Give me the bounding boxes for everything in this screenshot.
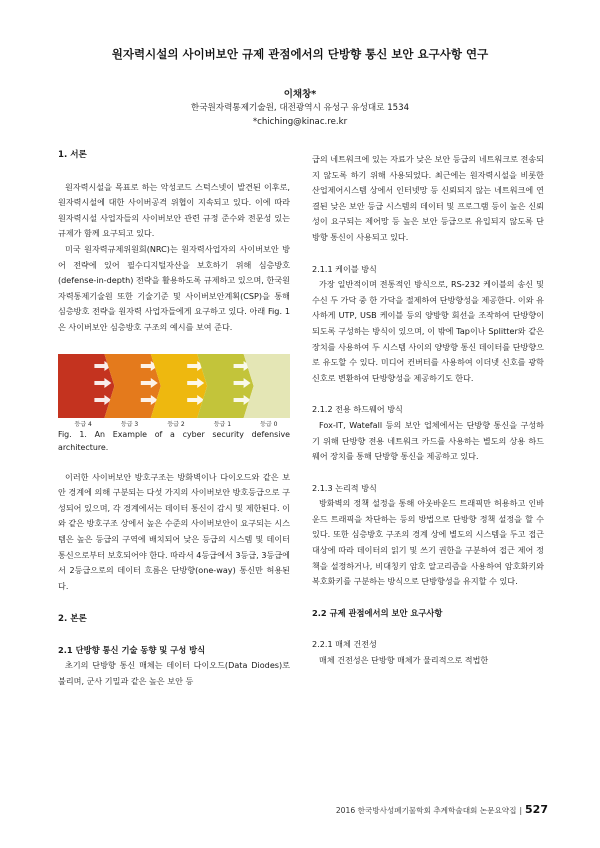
figure-1 [58,350,290,454]
body-paragraph-2-1: 초기의 단방향 통신 매체는 데이터 다이오드(Data Diodes)로 불리며, 군사 기밀과 같은 높은 보안 등 [58,660,290,687]
left-column [58,148,290,690]
section-2-heading: 2. 본론 [58,614,87,625]
author-name: 이채창* [283,89,317,100]
body-paragraph-2-1-1: 가장 일반적이며 전통적인 방식으로, RS-232 케이블의 송신 및 수신 두 가닥 중 한 가닥을 절제하여 단방향성을 제공한다. 이와 유사하게 UTP, USB 케이블 등의 양방향 회선을 조작하여 단방향이 되도록 구성하는 방식이 있으며, 이 밖에 Tap이나 Splitter와 같은 장치를 사용하여 두 시스템 사이의 양방향 통신 데이터를 단방향으로 유도할 수 있다. 미디어 컨버터를 사용하여 이더넷 신호를 광학 신호로 변환하여 단방향성을 제공하기도 한다. [312,279,544,383]
subsection-2-1-2-heading: 2.1.2 전용 하드웨어 방식 [312,404,403,415]
defense-level-label-0: 등급 4 [74,420,92,428]
footer-separator: | [519,806,523,815]
defense-architecture-diagram [58,350,290,428]
page-number: 527 [525,803,548,816]
defense-level-label-2: 등급 2 [167,420,185,428]
right-column [312,152,544,669]
defense-level-label-4: 등급 0 [260,420,278,428]
paper-title: 원자력시설의 사이버보안 규제 관점에서의 단방향 통신 보안 요구사항 연구 [111,47,489,61]
page-footer [304,803,548,816]
subsection-2-1-heading: 2.1 단방향 통신 기술 동향 및 구성 방식 [58,644,206,655]
figure-1-caption: Fig. 1. An Example of a cyber security defensive architecture. [58,429,290,452]
author-affiliation: 한국원자력통제기술원, 대전광역시 유성구 유성대로 1534 [190,103,410,113]
defense-level-label-1: 등급 3 [120,420,139,428]
defense-level-label-3: 등급 1 [213,420,232,428]
intro-paragraph-3: 이러한 사이버보안 방호구조는 방화벽이나 다이오드와 같은 보안 경계에 의해 구분되는 다섯 가지의 사이버보안 방호등급으로 구성되어 있으며, 각 경계에서는 데이터 통신이 감시 및 제한된다. 이와 같은 방호구조 상에서 높은 수준의 사이버보안이 요구되는 시스템은 높은 등급의 구역에 배치되어 낮은 등급의 시스템 및 데이터 통신으로부터 보호되어야 한다. 따라서 4등급에서 3등급, 3등급에서 2등급으로의 데이터 흐름은 단방향(one-way) 통신만 허용된다. [58,471,290,591]
body-paragraph-2-2-1: 매체 건전성은 단방향 매체가 물리적으로 적법한 [319,655,489,666]
section-1-heading: 1. 서론 [58,150,87,160]
intro-paragraph-2: 미국 원자력규제위원회(NRC)는 원자력사업자의 사이버보안 방어 전략에 있어 필수디지털자산을 보호하기 위해 심층방호(defense-in-depth) 전략을 활용하도록 규제하고 있으며, 한국원자력통제기술원 또한 기술기준 및 사이버보안계획(CSP)을 통해 심층방호 전략을 원자력 사업자들에게 요구하고 있다. 아래 Fig. 1은 사이버보안 심층방호 구조의 예시를 보여 준다. [58,243,290,332]
author-email: *chiching@kinac.re.kr [252,117,348,127]
body-paragraph-2-1-2: Fox-IT, Watefall 등의 보안 업체에서는 단방향 통신을 구성하기 위해 단방향 전용 네트워크 카드를 사용하는 별도의 상용 하드웨어 장치를 통해 단방향 통신을 제공하고 있다. [312,419,544,462]
subsection-2-2-heading: 2.2 규제 관점에서의 보안 요구사항 [312,607,443,618]
subsection-2-2-1-heading: 2.2.1 매체 건전성 [312,639,377,650]
subsection-2-1-3-heading: 2.1.3 논리적 방식 [312,482,377,493]
body-paragraph-2-1-3: 방화벽의 정책 설정을 통해 아웃바운드 트래픽만 허용하고 인바운드 트래픽을 차단하는 등의 방법으로 단방향 정책 설정을 할 수 있다. 또한 심층방호 구조의 경계 상에 별도의 시스템을 두고 접근 대상에 따라 데이터의 읽기 및 쓰기 권한을 구분하여 접근 제어 정책을 설정하거나, 비대칭키 암호 알고리즘을 사용하여 암호화키와 복호화키를 구분하는 방식으로 단방향성을 유지할 수 있다. [312,498,544,587]
body-paragraph-2-1-cont: 급의 네트워크에 있는 자료가 낮은 보안 등급의 네트워크로 전송되지 않도록 하기 위해 사용되었다. 최근에는 원자력시설을 비롯한 산업제어시스템 상에서 인터넷망 등 신뢰되지 않는 네트워크에 연결된 낮은 보안 등급 시스템의 데이터 및 프로그램 등이 높은 신뢰성이 요구되는 제어망 등 높은 보안 등급으로 유입되지 않도록 단방향 통신이 사용되고 있다. [312,154,544,242]
conference-name: 2016 한국방사성폐기물학회 추계학술대회 논문요약집 [335,806,517,815]
subsection-2-1-1-heading: 2.1.1 케이블 방식 [312,263,377,274]
intro-paragraph-1: 원자력시설을 목표로 하는 악성코드 스턱스넷이 발견된 이후로, 원자력시설에 대한 사이버공격 위협이 지속되고 있다. 이에 따라 원자력시설 사업자들의 사이버보안 관련 규정 준수와 전문성 있는 규제가 함께 요구되고 있다. [58,181,290,239]
